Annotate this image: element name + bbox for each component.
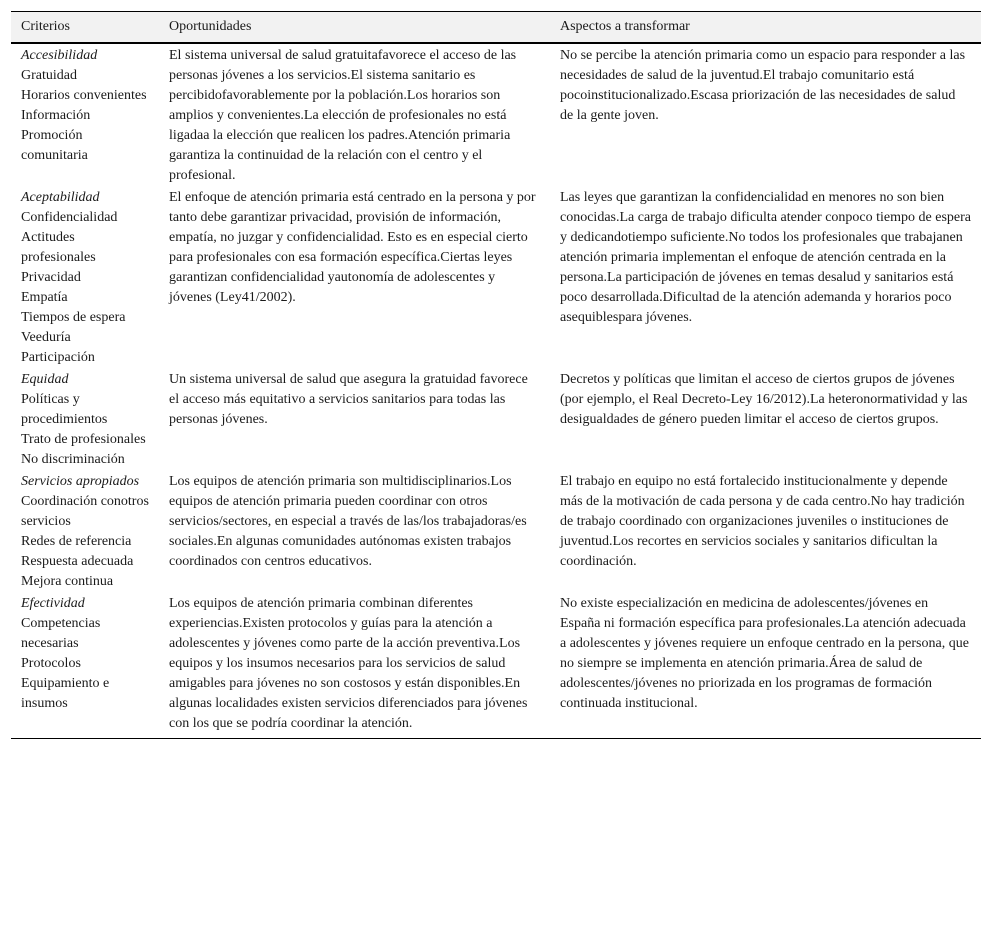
- header-opportunities: Oportunidades: [159, 12, 550, 44]
- header-criteria: Criterios: [11, 12, 159, 44]
- criteria-title: Efectividad: [21, 596, 85, 611]
- criteria-item: No discriminación: [21, 452, 125, 467]
- criteria-title: Equidad: [21, 372, 69, 387]
- criteria-item: Respuesta adecuada: [21, 554, 134, 569]
- table-row-efectividad: [11, 592, 981, 739]
- table-row-accesibilidad: [11, 43, 981, 186]
- transform-cell: El trabajo en equipo no está fortalecido institucionalmente y depende más de la motivación de cada persona y de cada centro.No hay tradición de trabajo coordinado con organizaciones juveniles o instituciones de juventud.Los recortes en servicios sociales y sanitarios dificultan la coordinación.: [560, 474, 965, 569]
- criteria-item: Redes de referencia: [21, 534, 132, 549]
- criteria-item: Promoción comunitaria: [21, 128, 88, 163]
- criteria-item: Actitudes profesionales: [21, 230, 96, 265]
- opportunities-cell: Los equipos de atención primaria son multidisciplinarios.Los equipos de atención primaria pueden coordinar con otros servicios/sectores, en especial a través de las/los trabajadoras/es sociales.En algunas comunidades autónomas existen trabajos coordinados con centros educativos.: [169, 474, 527, 569]
- transform-cell: Decretos y políticas que limitan el acceso de ciertos grupos de jóvenes (por ejemplo, el Real Decreto-Ley 16/2012).La heteronormatividad y las desigualdades de género pueden limitar el acceso de ciertos grupos.: [560, 372, 968, 427]
- criteria-table: [11, 11, 981, 739]
- criteria-cell: [11, 470, 159, 592]
- criteria-title: Accesibilidad: [21, 48, 98, 63]
- criteria-item: Gratuidad: [21, 68, 77, 83]
- criteria-cell: [11, 186, 159, 368]
- criteria-title: Aceptabilidad: [21, 190, 100, 205]
- criteria-item: Trato de profesionales: [21, 432, 146, 447]
- opportunities-cell: El sistema universal de salud gratuitafavorece el acceso de las personas jóvenes a los servicios.El sistema sanitario es percibidofavorablemente por la población.Los horarios son amplios y convenientes.La elección de profesionales no está ligadaa la elección que realicen los padres.Atención primaria garantiza la continuidad de la relación con el centro y el profesional.: [169, 48, 517, 183]
- opportunities-cell: Un sistema universal de salud que asegura la gratuidad favorece el acceso más equitativo a servicios sanitarios para todas las personas jóvenes.: [169, 372, 528, 427]
- document-page: [11, 11, 981, 739]
- criteria-cell: [11, 43, 159, 186]
- criteria-item: Tiempos de espera: [21, 310, 126, 325]
- criteria-title: Servicios apropiados: [21, 474, 140, 489]
- criteria-item: Políticas y procedimientos: [21, 392, 108, 427]
- criteria-item: Información: [21, 108, 91, 123]
- opportunities-cell: El enfoque de atención primaria está centrado en la persona y por tanto debe garantizar privacidad, provisión de información, empatía, no juzgar y confidencialidad. Esto es en especial cierto para profesionales con esa formación específica.Ciertas leyes garantizan confidencialidad yautonomía de adolescentes y jóvenes (Ley41/2002).: [169, 190, 536, 305]
- criteria-item: Privacidad: [21, 270, 81, 285]
- header-row: [11, 12, 981, 44]
- transform-cell: Las leyes que garantizan la confidencialidad en menores no son bien conocidas.La carga de trabajo dificulta atender conpoco tiempo de espera y dedicandotiempo suficiente.No todos los profesionales que trabajanen atención primaria implementan el enfoque de atención centrada en la persona.La participación de jóvenes en temas desalud y sanitarios está poco desarrollada.Dificultad de la atención ademanda y horarios poco asequiblespara jóvenes.: [560, 190, 971, 325]
- criteria-item: Equipamiento e insumos: [21, 676, 110, 711]
- opportunities-cell: Los equipos de atención primaria combinan diferentes experiencias.Existen protocolos y guías para la atención a adolescentes y jóvenes como parte de la acción preventiva.Los equipos y los insumos necesarios para los servicios de salud amigables para jóvenes no son costosos y están disponibles.En algunas localidades existen servicios diferenciados para jóvenes con los que se podría coordinar la atención.: [159, 592, 550, 739]
- criteria-item: Confidencialidad: [21, 210, 118, 225]
- header-transform: Aspectos a transformar: [550, 12, 981, 44]
- transform-cell: No se percibe la atención primaria como un espacio para responder a las necesidades de salud de la juventud.El trabajo comunitario está pocoinstitucionalizado.Escasa priorización de las necesidades de salud de la gente joven.: [560, 48, 966, 123]
- criteria-item: Coordinación conotros servicios: [21, 494, 149, 529]
- criteria-cell: [11, 592, 159, 739]
- criteria-item: Empatía: [21, 290, 68, 305]
- table-header: [11, 12, 981, 44]
- criteria-item: Veeduría: [21, 330, 71, 345]
- criteria-item: Protocolos: [21, 656, 81, 671]
- table-row-aceptabilidad: [11, 186, 981, 368]
- table-body: [11, 43, 981, 739]
- criteria-item: Competencias necesarias: [21, 616, 101, 651]
- transform-cell: No existe especialización en medicina de adolescentes/jóvenes en España ni formación específica para profesionales.La atención adecuada a adolescentes y jóvenes requiere un enfoque centrado en la persona, que no siempre se implementa en atención primaria.Área de salud de adolescentes/jóvenes no priorizada en los programas de formación continuada institucional.: [550, 592, 981, 739]
- criteria-item: Participación: [21, 350, 95, 365]
- criteria-item: Mejora continua: [21, 574, 114, 589]
- table-row-equidad: [11, 368, 981, 470]
- criteria-cell: [11, 368, 159, 470]
- criteria-item: Horarios convenientes: [21, 88, 147, 103]
- table-row-servicios-apropiados: [11, 470, 981, 592]
